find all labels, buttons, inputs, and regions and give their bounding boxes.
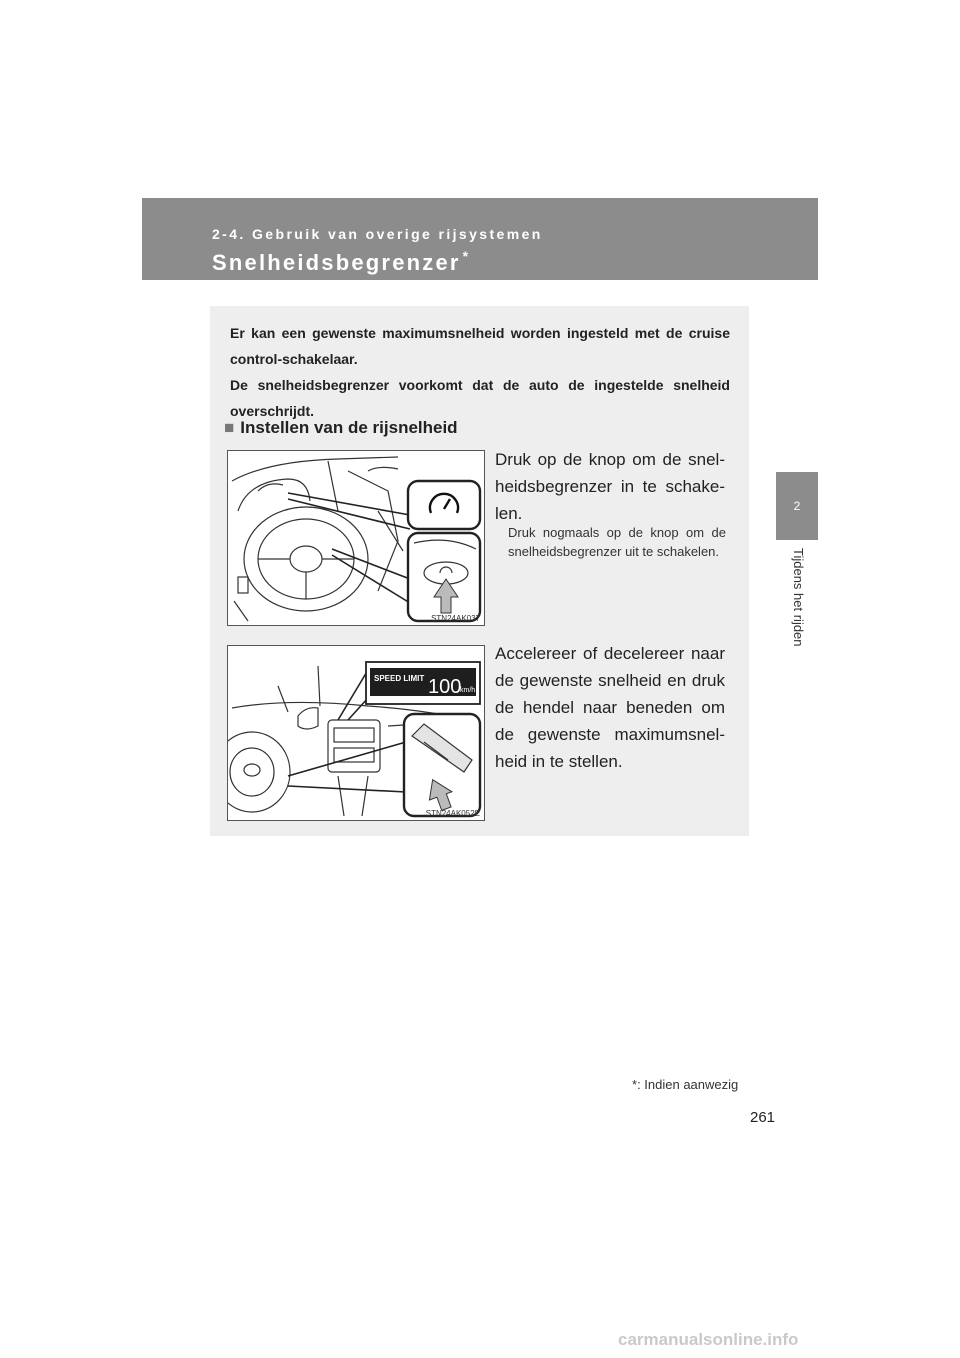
page-title xyxy=(212,250,470,276)
step-1-text: Druk op de knop om de snel-heidsbegrenzer in te schake-len. xyxy=(495,450,725,523)
display-speed-label: SPEED LIMIT xyxy=(374,674,425,683)
figure-speed-limiter-button xyxy=(227,450,485,626)
subsection-heading xyxy=(224,418,458,438)
chapter-tab-label: Tijdens het rijden xyxy=(791,548,806,647)
display-speed-value: 100 xyxy=(428,676,462,698)
square-bullet-icon: ■ xyxy=(224,418,235,437)
asterisk-mark: * xyxy=(632,1077,638,1092)
dashboard-lever-illustration-icon xyxy=(228,646,484,820)
step-1-note: Druk nogmaals op de knop om de snelheidsbegrenzer uit te schakelen. xyxy=(508,525,726,559)
chapter-header xyxy=(142,198,818,280)
content-box xyxy=(210,306,749,836)
figure-code: STN24AK052E xyxy=(425,809,480,818)
section-title: 2-4. Gebruik van overige rijsystemen xyxy=(212,226,543,242)
figure-speed-limit-lever xyxy=(227,645,485,821)
intro-line-1: Er kan een gewenste maximumsnelheid worden ingesteld met de cruise control-schakelaar. xyxy=(230,325,730,367)
display-speed-unit: km/h xyxy=(460,687,476,694)
footnote xyxy=(632,1077,738,1092)
step-2-text: Accelereer of decelereer naar de gewenste snelheid en druk de hendel naar beneden om de gewenste maximumsnel-heid in te stellen. xyxy=(495,644,725,771)
asterisk-mark: * xyxy=(462,248,471,264)
chapter-tab[interactable]: 2 xyxy=(776,472,818,540)
dashboard-illustration-icon xyxy=(228,451,484,625)
page-title-text: Snelheidsbegrenzer xyxy=(212,250,461,275)
intro-text xyxy=(230,320,730,424)
figure-code: STN24AK037 xyxy=(431,614,480,623)
intro-line-2: De snelheidsbegrenzer voorkomt dat de auto de ingestelde snelheid overschrijdt. xyxy=(230,377,730,419)
subsection-title: Instellen van de rijsnelheid xyxy=(240,418,458,437)
footnote-text: : Indien aanwezig xyxy=(637,1077,739,1092)
watermark[interactable]: carmanualsonline.info xyxy=(618,1330,799,1349)
page-number: 261 xyxy=(750,1109,776,1126)
